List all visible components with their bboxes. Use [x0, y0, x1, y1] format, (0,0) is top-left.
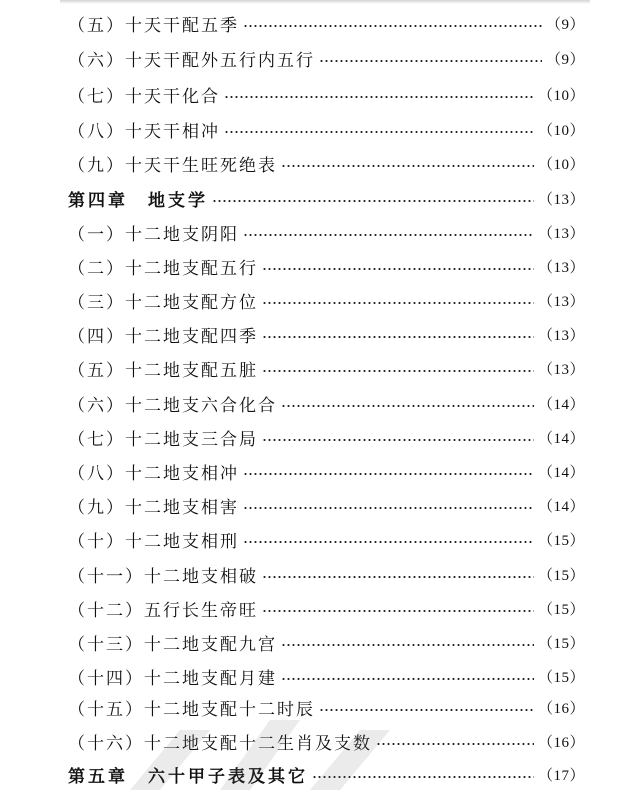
toc-entry-title: （五）十二地支配五脏	[68, 360, 258, 381]
toc-entry-title: （十）十二地支相刑	[68, 531, 239, 552]
dot-leader	[262, 610, 534, 612]
dot-leader	[262, 268, 534, 270]
toc-entry-page: （9）	[545, 16, 585, 33]
toc-entry-title: （一）十二地支阴阳	[68, 224, 239, 245]
dot-leader	[224, 131, 534, 133]
toc-entry-title: （九）十二地支相害	[68, 497, 239, 518]
toc-entry[interactable]	[68, 528, 585, 550]
dot-leader	[281, 165, 534, 167]
dot-leader	[243, 25, 542, 27]
toc-entry-page: （13）	[537, 225, 585, 242]
dot-leader	[243, 541, 534, 543]
toc-entry-title: （十四）十二地支配月建	[68, 668, 277, 689]
dot-leader	[262, 576, 534, 578]
toc-entry-title: （二）十二地支配五行	[68, 258, 258, 279]
toc-entry-page: （10）	[537, 122, 585, 139]
dot-leader	[243, 234, 534, 236]
toc-entry[interactable]	[68, 152, 585, 174]
faint-watermark	[120, 690, 400, 800]
toc-entry[interactable]	[68, 597, 585, 619]
toc-entry-title: （十五）十二地支配十二时辰	[68, 699, 315, 720]
dot-leader	[243, 473, 534, 475]
toc-entry[interactable]	[68, 392, 585, 414]
dot-leader	[281, 405, 534, 407]
scan-top-edge	[60, 0, 590, 4]
toc-entry-page: （16）	[537, 734, 585, 751]
toc-entry-page: （14）	[537, 396, 585, 413]
toc-entry-page: （10）	[537, 87, 585, 104]
dot-leader	[319, 60, 542, 62]
toc-entry-title: （七）十天干化合	[68, 86, 220, 107]
toc-entry-page: （16）	[537, 700, 585, 717]
toc-entry-title: （六）十天干配外五行内五行	[68, 50, 315, 71]
toc-entry-title: （四）十二地支配四季	[68, 326, 258, 347]
toc-entry[interactable]	[68, 631, 585, 653]
toc-entry-title: （十六）十二地支配十二生肖及支数	[68, 733, 372, 754]
toc-entry-title: （八）十天干相冲	[68, 121, 220, 142]
toc-entry-title: （七）十二地支三合局	[68, 429, 258, 450]
toc-entry[interactable]	[68, 460, 585, 482]
toc-entry[interactable]	[68, 255, 585, 277]
toc-chapter-title: 第五章 六十甲子表及其它	[68, 766, 308, 787]
toc-entry[interactable]	[68, 289, 585, 311]
toc-entry-page: （15）	[537, 669, 585, 686]
toc-entry-page: （13）	[537, 259, 585, 276]
dot-leader	[281, 644, 534, 646]
toc-entry-title: （十三）十二地支配九宫	[68, 634, 277, 655]
toc-entry-page: （15）	[537, 532, 585, 549]
toc-entry-page: （15）	[537, 635, 585, 652]
toc-entry-title: （三）十二地支配方位	[68, 292, 258, 313]
dot-leader	[262, 336, 534, 338]
toc-entry-page: （13）	[537, 327, 585, 344]
dot-leader	[262, 370, 534, 372]
toc-entry-page: （17）	[537, 767, 585, 784]
toc-entry-title: （八）十二地支相冲	[68, 463, 239, 484]
dot-leader	[243, 507, 534, 509]
toc-entry-title: （九）十天干生旺死绝表	[68, 155, 277, 176]
toc-chapter-entry[interactable]	[68, 187, 585, 209]
toc-entry[interactable]	[68, 563, 585, 585]
toc-entry-page: （10）	[537, 156, 585, 173]
dot-leader	[212, 200, 534, 202]
toc-entry-title: （十一）十二地支相破	[68, 566, 258, 587]
toc-entry[interactable]	[68, 494, 585, 516]
toc-entry-page: （15）	[537, 601, 585, 618]
toc-entry-page: （13）	[537, 293, 585, 310]
dot-leader	[281, 678, 534, 680]
dot-leader	[224, 96, 534, 98]
toc-entry[interactable]	[68, 47, 585, 69]
toc-entry[interactable]	[68, 12, 585, 34]
toc-entry-title: （六）十二地支六合化合	[68, 395, 277, 416]
toc-entry[interactable]	[68, 665, 585, 687]
dot-leader	[262, 439, 534, 441]
toc-entry[interactable]	[68, 118, 585, 140]
toc-entry[interactable]	[68, 83, 585, 105]
toc-entry-page: （14）	[537, 498, 585, 515]
toc-chapter-title: 第四章 地支学	[68, 190, 208, 211]
toc-entry[interactable]	[68, 323, 585, 345]
toc-entry-page: （13）	[537, 361, 585, 378]
toc-entry-title: （五）十天干配五季	[68, 15, 239, 36]
toc-entry-title: （十二）五行长生帝旺	[68, 600, 258, 621]
toc-entry[interactable]	[68, 426, 585, 448]
toc-entry[interactable]	[68, 221, 585, 243]
toc-entry-page: （14）	[537, 464, 585, 481]
toc-entry-page: （9）	[545, 51, 585, 68]
toc-entry-page: （13）	[537, 191, 585, 208]
toc-entry[interactable]	[68, 357, 585, 379]
toc-entry-page: （15）	[537, 567, 585, 584]
dot-leader	[262, 302, 534, 304]
toc-entry-page: （14）	[537, 430, 585, 447]
